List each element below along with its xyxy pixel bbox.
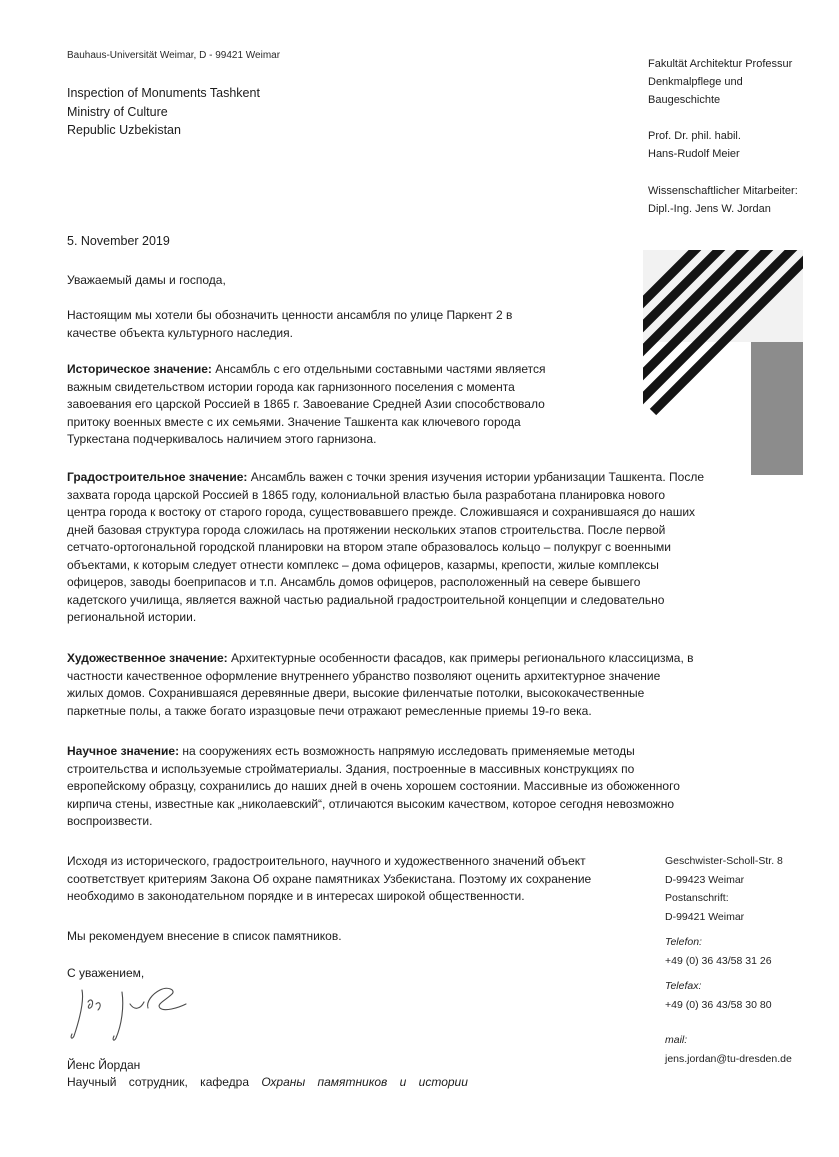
- signer-role: [67, 1075, 468, 1089]
- scientific-section: [67, 743, 767, 831]
- contact-line: Geschwister-Scholl-Str. 8: [665, 855, 783, 867]
- faculty-line: Fakultät Architektur Professur: [648, 58, 793, 70]
- letter-date: 5. November 2019: [67, 234, 170, 248]
- section-heading: Научное значение:: [67, 744, 180, 758]
- text-line: сетчато-ортогональной городской планировки на втором этапе образовалось кольцо – полукруг с военными: [67, 540, 671, 554]
- sender-address-line: Bauhaus-Universität Weimar, D - 99421 Weimar: [67, 50, 281, 61]
- text-line: кадетского училища, является важной частью радиальной градостроительной концепции и следовательно: [67, 592, 665, 607]
- faculty-line: Denkmalpflege und: [648, 76, 743, 88]
- faculty-line: Dipl.-Ing. Jens W. Jordan: [648, 203, 771, 215]
- signer-name: Йенс Йордан: [67, 1058, 141, 1072]
- faculty-line: Hans-Rudolf Meier: [648, 148, 740, 160]
- text-line: на сооружениях есть возможность напрямую исследовать применяемые методы: [179, 744, 635, 758]
- section-heading: Градостроительное значение:: [67, 470, 248, 484]
- text-line: воспроизвести.: [67, 814, 153, 828]
- text-line: притоку военных вместе с их семьями. Значение Ташкента как ключевого города: [67, 414, 521, 429]
- telephone-number: +49 (0) 36 43/58 31 26: [665, 954, 772, 967]
- role-department: Охраны памятников и истории: [261, 1075, 468, 1089]
- contact-line: D-99421 Weimar: [665, 910, 745, 923]
- faculty-line: Wissenschaftlicher Mitarbeiter:: [648, 185, 798, 197]
- text-line: частности качественное оформление внутреннего убранство позволяют оценить архитектурное значение: [67, 668, 661, 683]
- text-line: офицеров, заводы боеприпасов и т.п. Ансамбль домов офицеров, расположенный на севере бывшего: [67, 575, 641, 589]
- text-line: Настоящим мы хотели бы обозначить ценности ансамбля по улице Паркент 2 в: [67, 308, 513, 322]
- faculty-line: Baugeschichte: [648, 94, 721, 106]
- text-line: Архитектурные особенности фасадов, как примеры регионального классицизма, в: [227, 651, 694, 665]
- text-line: Ансамбль с его отдельными составными частями является: [211, 362, 546, 376]
- text-line: качестве объекта культурного наследия.: [67, 325, 293, 340]
- section-heading: Художественное значение:: [67, 651, 228, 665]
- mail-label: mail:: [665, 1034, 688, 1046]
- logo-text-line: Bauhaus-Universität: [118, 309, 135, 455]
- faculty-staff: [648, 182, 798, 218]
- text-line: кирпича стены, известные как „николаевский“, отличаются высоким качеством, которое сегодня невозможно: [67, 796, 674, 811]
- text-line: завоевания его царской Россией в 1865 г. Завоевание Средней Азии способствовало: [67, 397, 545, 411]
- section-heading: Историческое значение:: [67, 362, 212, 376]
- text-line: жилых домов. Сохранившаяся деревянные двери, высокие филенчатые потолки, высококачественные: [67, 686, 645, 700]
- text-line: Исходя из исторического, градостроительного, научного и художественного значений объект: [67, 854, 586, 868]
- faculty-professor: [648, 127, 741, 163]
- recipient-line: Ministry of Culture: [67, 104, 168, 119]
- mail-address[interactable]: jens.jordan@tu-dresden.de: [665, 1052, 792, 1065]
- text-line: важным свидетельством истории города как гарнизонного поселения с момента: [67, 379, 515, 394]
- artistic-section: [67, 650, 767, 720]
- faculty-department: [648, 55, 792, 109]
- contact-address: [665, 852, 783, 926]
- text-line: европейскому образцу, сохранились до наших дней в очень хорошем состоянии. Массивные из обожженного: [67, 779, 680, 793]
- faculty-line: Prof. Dr. phil. habil.: [648, 130, 741, 142]
- contact-mail: [665, 1031, 792, 1068]
- text-line: объектами, к которым следует отнести комплекс – дома офицеров, казармы, крепости, жилые комплексы: [67, 557, 659, 572]
- intro-paragraph: [67, 307, 767, 342]
- recipient-address: [67, 84, 260, 140]
- contact-line: Postanschrift:: [665, 892, 729, 904]
- text-line: Туркестана подчеркивалось наличием этого гарнизона.: [67, 432, 377, 446]
- contact-fax: [665, 977, 772, 1014]
- text-line: паркетные полы, а также богато изразцовые печи отражают ремесленные приемы 19-го века.: [67, 703, 592, 718]
- recipient-line: Inspection of Monuments Tashkent: [67, 86, 260, 100]
- closing: С уважением,: [67, 966, 145, 980]
- text-line: центра города к востоку от старого города, существовавшего прежде. Сложившаяся и сохранившаяся до наших: [67, 505, 696, 519]
- text-line: Ансамбль важен с точки зрения изучения истории урбанизации Ташкента. После: [247, 470, 704, 484]
- text-line: региональной истории.: [67, 610, 197, 624]
- text-line: строительства и используемые стройматериалы. Здания, построенные в массивных конструкциях по: [67, 761, 635, 776]
- salutation: Уважаемый дамы и господа,: [67, 273, 226, 287]
- historical-section: [67, 361, 767, 449]
- contact-line: D-99423 Weimar: [665, 873, 745, 886]
- recipient-line: Republic Uzbekistan: [67, 123, 181, 137]
- telephone-label: Telefon:: [665, 936, 702, 948]
- recommendation: Мы рекомендуем внесение в список памятников.: [67, 929, 342, 943]
- role-text: Научный сотрудник, кафедра: [67, 1075, 249, 1089]
- urban-planning-section: [67, 469, 767, 627]
- text-line: захвата города царской Россией в 1865 году, колониальной властью была разработана планировка нового: [67, 487, 666, 502]
- text-line: соответствует критериям Закона Об охране памятниках Узбекистана. Поэтому их сохранение: [67, 871, 592, 886]
- contact-telephone: [665, 933, 772, 970]
- text-line: необходимо в законодательном порядке и в интересах широкой общественности.: [67, 889, 525, 903]
- logo-text-line: Weimar: [135, 401, 152, 455]
- fax-number: +49 (0) 36 43/58 30 80: [665, 998, 772, 1011]
- fax-label: Telefax:: [665, 980, 702, 992]
- text-line: дней базовая структура города сложилась на протяжении нескольких этапов строительства. После первой: [67, 522, 666, 537]
- handwritten-signature: [60, 980, 200, 1050]
- conclusion-paragraph: [67, 853, 652, 906]
